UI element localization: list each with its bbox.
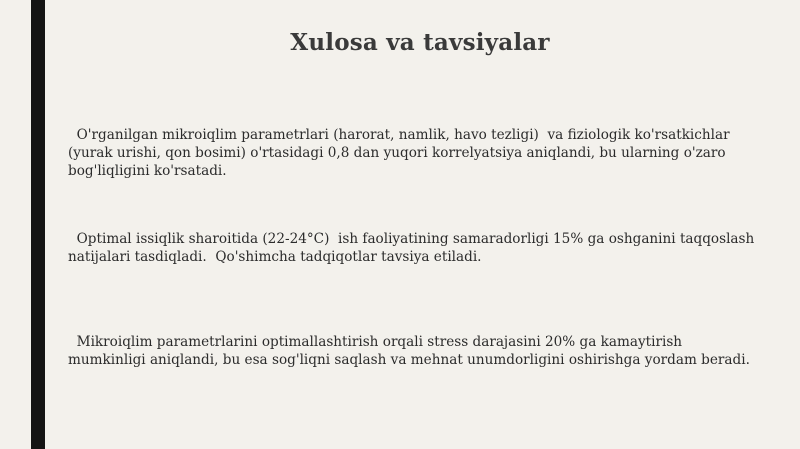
left-accent-bar — [31, 0, 45, 449]
slide-title: Xulosa va tavsiyalar — [290, 29, 550, 56]
paragraph-stress-reduction: Mikroiqlim parametrlarini optimallashtirish orqali stress darajasini 20% ga kamaytirish mumkinligi aniqlandi, bu esa sog'liqni saqlash va mehnat unumdorligini oshirishga yordam beradi. — [68, 334, 750, 368]
paragraph-correlation: O'rganilgan mikroiqlim parametrlari (harorat, namlik, havo tezligi) va fiziologik ko'rsatkichlar (yurak urishi, qon bosimi) o'rtasidagi 0,8 dan yuqori korrelyatsiya aniqlandi, bu ularning o'zaro bog'liqligini ko'rsatadi. — [68, 127, 734, 179]
paragraph-optimal-temperature: Optimal issiqlik sharoitida (22-24°C) ish faoliyatining samaradorligi 15% ga oshganini taqqoslash natijalari tasdiqladi. Qo'shimcha tadqiqotlar tavsiya etiladi. — [68, 231, 759, 265]
